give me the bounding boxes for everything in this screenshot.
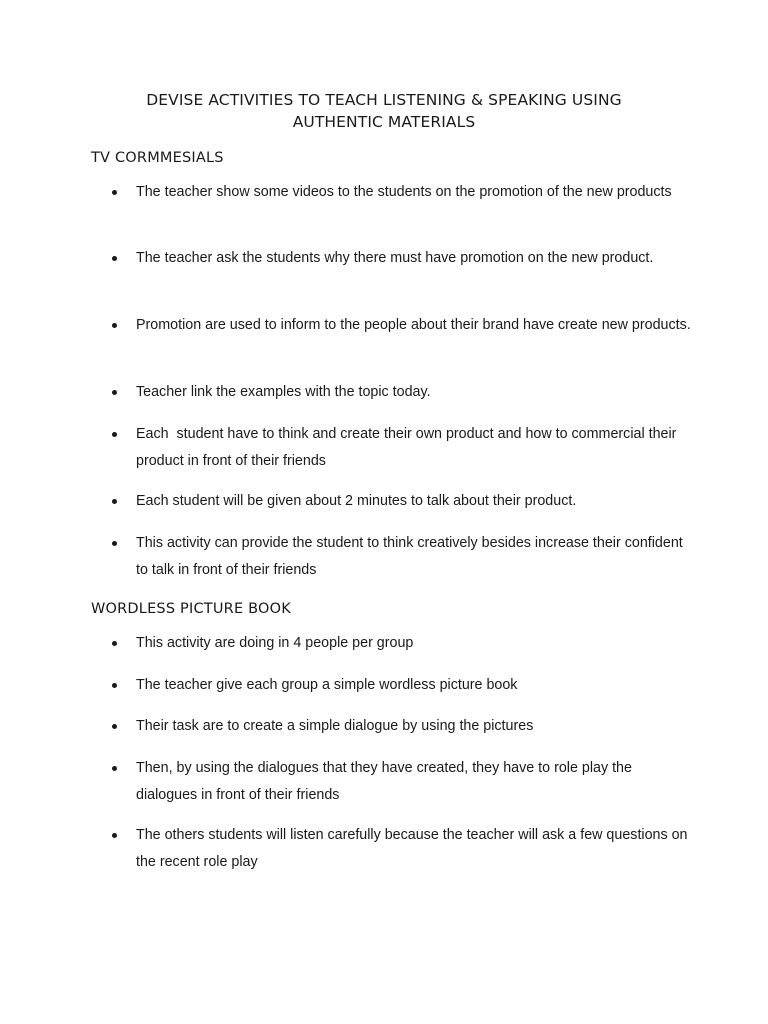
list-item-text: Each student have to think and create their own product and how to commercial their product in front of their friends bbox=[136, 426, 681, 469]
list-item-text: The teacher ask the students why there must have promotion on the new product. bbox=[136, 250, 654, 266]
document-title bbox=[0, 89, 768, 133]
bullet-icon bbox=[112, 499, 117, 504]
list-item-text: This activity are doing in 4 people per group bbox=[136, 635, 414, 651]
bullet-icon bbox=[112, 190, 117, 195]
list-item-text: Teacher link the examples with the topic today. bbox=[136, 384, 431, 400]
bullet-icon bbox=[112, 323, 117, 328]
list-item-text: Promotion are used to inform to the people about their brand have create new products. bbox=[136, 317, 691, 333]
section-heading-tv-commercials: TV CORMMESIALS bbox=[91, 150, 224, 166]
list-item-text: Their task are to create a simple dialogue by using the pictures bbox=[136, 718, 534, 734]
bullet-icon bbox=[112, 641, 117, 646]
document-title-line-1: DEVISE ACTIVITIES TO TEACH LISTENING & SPEAKING USING bbox=[146, 91, 622, 109]
list-item-text: The teacher show some videos to the students on the promotion of the new products bbox=[136, 184, 672, 200]
list-item-text: The teacher give each group a simple wordless picture book bbox=[136, 677, 518, 693]
list-item-text: Then, by using the dialogues that they have created, they have to role play the dialogues in front of their friends bbox=[136, 760, 632, 803]
bullet-icon bbox=[112, 432, 117, 437]
bullet-icon bbox=[112, 724, 117, 729]
bullet-icon bbox=[112, 683, 117, 688]
list-item-text: Each student will be given about 2 minutes to talk about their product. bbox=[136, 493, 577, 509]
bullet-icon bbox=[112, 390, 117, 395]
bullet-icon bbox=[112, 256, 117, 261]
bullet-icon bbox=[112, 833, 117, 838]
bullet-icon bbox=[112, 541, 117, 546]
bullet-icon bbox=[112, 766, 117, 771]
section-heading-wordless-picture-book: WORDLESS PICTURE BOOK bbox=[91, 601, 291, 617]
document-title-line-2: AUTHENTIC MATERIALS bbox=[292, 113, 476, 131]
list-item-text: This activity can provide the student to think creatively besides increase their confident to talk in front of their friends bbox=[136, 535, 683, 578]
list-item-text: The others students will listen carefully because the teacher will ask a few questions on the recent role play bbox=[136, 827, 688, 870]
